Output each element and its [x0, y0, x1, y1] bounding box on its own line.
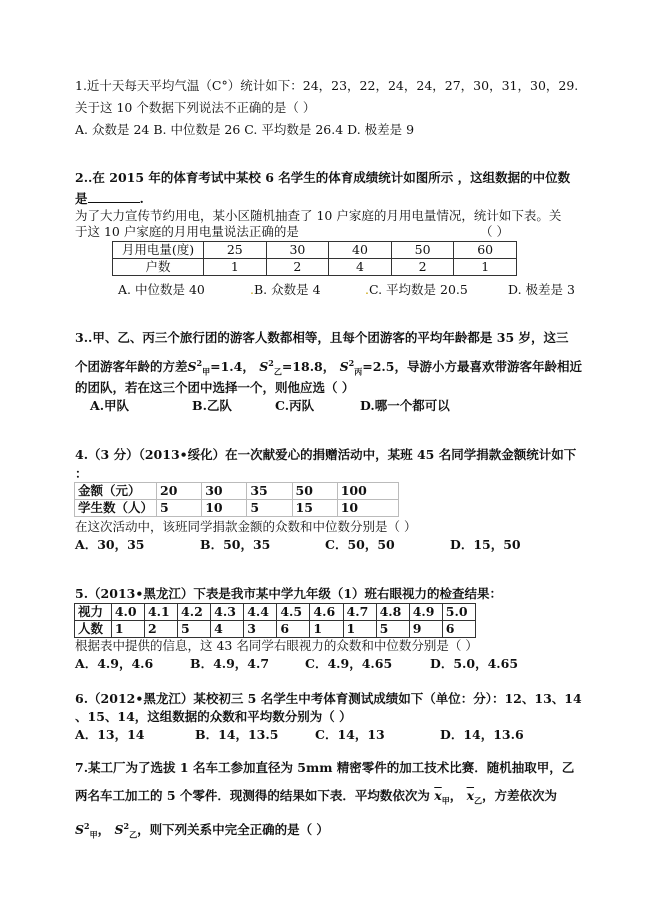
q3-line1: 3..甲、乙、丙三个旅行团的游客人数都相等，且每个团游客的平均年龄都是 35 岁，这三	[75, 330, 569, 345]
q1-line1: 1.近十天每天平均气温（C°）统计如下：24，23，22，24，24，27，30，31，30，29.	[75, 78, 579, 93]
table-cell: 30	[266, 242, 329, 259]
table-cell: 30	[202, 483, 247, 500]
table-cell: 25	[204, 242, 267, 259]
q3-line2-text: 个团游客年龄的方差	[75, 359, 188, 375]
table-cell: 视力	[75, 604, 112, 621]
table-cell: 6	[277, 621, 310, 638]
table-cell: 4.0	[111, 604, 144, 621]
q3-option-a: A.甲队	[90, 398, 130, 413]
q2-line4-text: 于这 10 户家庭的月用电量说法正确的是	[75, 224, 299, 239]
table-cell: 月用电量(度)	[113, 242, 204, 259]
table-row	[75, 621, 476, 638]
q7-mean-yi: $\overline{x}$	[466, 788, 475, 803]
q7-line3: $S^2_甲$， $S^2_乙$，则下列关系中完全正确的是（ ）	[75, 821, 329, 840]
table-cell: 10	[337, 500, 398, 517]
q4-option-b: B．50，35	[200, 537, 271, 552]
q3-variance-bing: =2.5，导游小方最喜欢带游客年龄相近	[362, 359, 582, 375]
table-cell: 1	[454, 259, 517, 276]
q2-option-d: D. 极差是 3	[508, 282, 575, 297]
q2-line2-suffix: .	[139, 191, 144, 206]
table-cell: 1	[111, 621, 144, 638]
q2-line4-paren: （ ）	[480, 224, 509, 239]
q7-var-jia-sub: 甲	[89, 829, 98, 840]
q7-mean-jia-sub: 甲	[441, 795, 450, 806]
table-cell: 金额（元）	[75, 483, 157, 500]
table-cell: 4.3	[211, 604, 244, 621]
table-cell: 4.9	[409, 604, 442, 621]
q3-variance-yi: =18.8，	[281, 359, 336, 375]
q5-line1: 5.（2013•黑龙江）下表是我市某中学九年级（1）班右眼视力的检查结果：	[75, 586, 503, 601]
q7-mean-yi-sub: 乙	[474, 795, 483, 806]
q7-var-yi-sub: 乙	[129, 829, 138, 840]
table-cell: 1	[310, 621, 343, 638]
table-cell: 5.0	[442, 604, 475, 621]
q4-option-c: C．50，50	[325, 537, 395, 552]
table-cell: 4.2	[178, 604, 211, 621]
q2-line4	[75, 224, 509, 240]
q2-option-a: A. 中位数是 40	[118, 282, 205, 297]
table-cell: 5	[376, 621, 409, 638]
q6-line2: 、15、14，这组数据的众数和平均数分别为（ ）	[75, 709, 352, 724]
q4-line3: 在这次活动中，该班同学捐款金额的众数和中位数分别是（ ）	[75, 519, 417, 534]
table-cell: 35	[247, 483, 292, 500]
table-cell: 9	[409, 621, 442, 638]
q3-line2: 个团游客年龄的方差$S^2_甲=1.4$， $S^2_乙=18.8$， $S^2_丙=2.5$，导游小方最喜欢带游客年龄相近	[75, 358, 582, 377]
table-cell: 4.1	[144, 604, 177, 621]
q2-option-c-text: C. 平均数是 20.5	[368, 282, 468, 297]
q2-option-b-text: B. 众数是 4	[253, 282, 321, 297]
table-cell: 1	[343, 621, 376, 638]
q7-line3-end: ，则下列关系中完全正确的是（ ）	[137, 822, 329, 838]
table-cell: 学生数（人）	[75, 500, 157, 517]
q5-line2: 根据表中提供的信息，这 43 名同学右眼视力的众数和中位数分别是（ ）	[75, 638, 478, 653]
table-row	[75, 483, 399, 500]
table-row	[75, 604, 476, 621]
q2-option-c: .C. 平均数是 20.5	[365, 282, 468, 297]
q3-option-b: B.乙队	[192, 398, 232, 413]
table-cell: 60	[454, 242, 517, 259]
q3-variance-jia: =1.4，	[210, 359, 255, 375]
q5-option-d: D．5.0，4.65	[430, 656, 519, 671]
table-cell: 5	[247, 500, 292, 517]
q2-line3: 为了大力宣传节约用电，某小区随机抽查了 10 户家庭的月用电量情况，统计如下表。关	[75, 208, 562, 223]
table-cell: 4.4	[244, 604, 277, 621]
q7-line2-text: 两名车工加工的 5 个零件．现测得的结果如下表．平均数依次为	[75, 788, 430, 803]
q4-donation-table	[74, 482, 399, 517]
table-cell: 4	[329, 259, 392, 276]
q5-vision-table	[74, 603, 476, 638]
q3-line3: 的团队，若在这三个团中选择一个，则他应选（ ）	[75, 380, 355, 395]
table-cell: 4.8	[376, 604, 409, 621]
q6-option-c: C．14，13	[315, 727, 385, 742]
table-row	[113, 242, 517, 259]
table-cell: 人数	[75, 621, 112, 638]
q3-sub-bing: 丙	[354, 366, 363, 377]
table-cell: 50	[292, 483, 337, 500]
q2-option-b: .B. 众数是 4	[250, 282, 321, 297]
q2-line2-prefix: 是	[75, 191, 88, 206]
q1-line2: 关于这 10 个数据下列说法不正确的是（ ）	[75, 100, 316, 115]
table-row	[113, 259, 517, 276]
q1-options: A. 众数是 24 B. 中位数是 26 C. 平均数是 26.4 D. 极差是 9	[75, 122, 415, 137]
table-cell: 5	[178, 621, 211, 638]
table-cell: 4.7	[343, 604, 376, 621]
table-cell: 1	[204, 259, 267, 276]
q7-line2-end: ，方差依次为	[482, 788, 558, 803]
q4-option-d: D．15，50	[450, 537, 521, 552]
table-cell: 15	[292, 500, 337, 517]
table-cell: 2	[266, 259, 329, 276]
q6-option-b: B．14，13.5	[195, 727, 279, 742]
q7-line2: 两名车工加工的 5 个零件．现测得的结果如下表．平均数依次为 $\overline{x}_甲$， $\overline{x}_乙$，方差依次为	[75, 788, 558, 806]
table-cell: 3	[244, 621, 277, 638]
table-cell: 20	[157, 483, 202, 500]
table-cell: 100	[337, 483, 398, 500]
q4-option-a: A．30，35	[75, 537, 145, 552]
q2-answer-blank	[88, 190, 140, 203]
q2-line1: 2..在 2015 年的体育考试中某校 6 名学生的体育成绩统计如图所示 ，这组数据的中位数	[75, 170, 571, 185]
q4-line2: ：	[75, 466, 88, 481]
q5-option-b: B．4.9，4.7	[190, 656, 270, 671]
table-cell: 5	[157, 500, 202, 517]
q3-option-d: D.哪一个都可以	[360, 398, 450, 413]
q6-line1: 6.（2012•黑龙江）某校初三 5 名学生中考体育测试成绩如下（单位：分）：12、13、14	[75, 691, 582, 706]
q3-option-c: C.丙队	[275, 398, 315, 413]
q4-line1: 4.（3 分）（2013•绥化）在一次献爱心的捐赠活动中，某班 45 名同学捐款金额统计如下	[75, 447, 577, 462]
table-cell: 4	[211, 621, 244, 638]
q3-sub-jia: 甲	[202, 366, 211, 377]
q7-mean-jia: $\overline{x}$	[434, 788, 442, 803]
table-cell: 6	[442, 621, 475, 638]
q2-electricity-table	[112, 241, 517, 276]
table-cell: 10	[202, 500, 247, 517]
table-cell: 4.5	[277, 604, 310, 621]
q5-option-a: A．4.9，4.6	[75, 656, 154, 671]
q6-option-d: D．14，13.6	[440, 727, 524, 742]
table-cell: 户数	[113, 259, 204, 276]
table-cell: 50	[391, 242, 454, 259]
q2-line2	[75, 190, 144, 207]
q7-line1: 7.某工厂为了选拔 1 名车工参加直径为 5mm 精密零件的加工技术比赛．随机抽取甲，乙	[75, 760, 575, 775]
table-cell: 2	[144, 621, 177, 638]
q3-sub-yi: 乙	[273, 366, 282, 377]
table-cell: 4.6	[310, 604, 343, 621]
table-cell: 40	[329, 242, 392, 259]
q5-option-c: C．4.9，4.65	[305, 656, 393, 671]
table-cell: 2	[391, 259, 454, 276]
table-row	[75, 500, 399, 517]
q6-option-a: A．13，14	[75, 727, 145, 742]
